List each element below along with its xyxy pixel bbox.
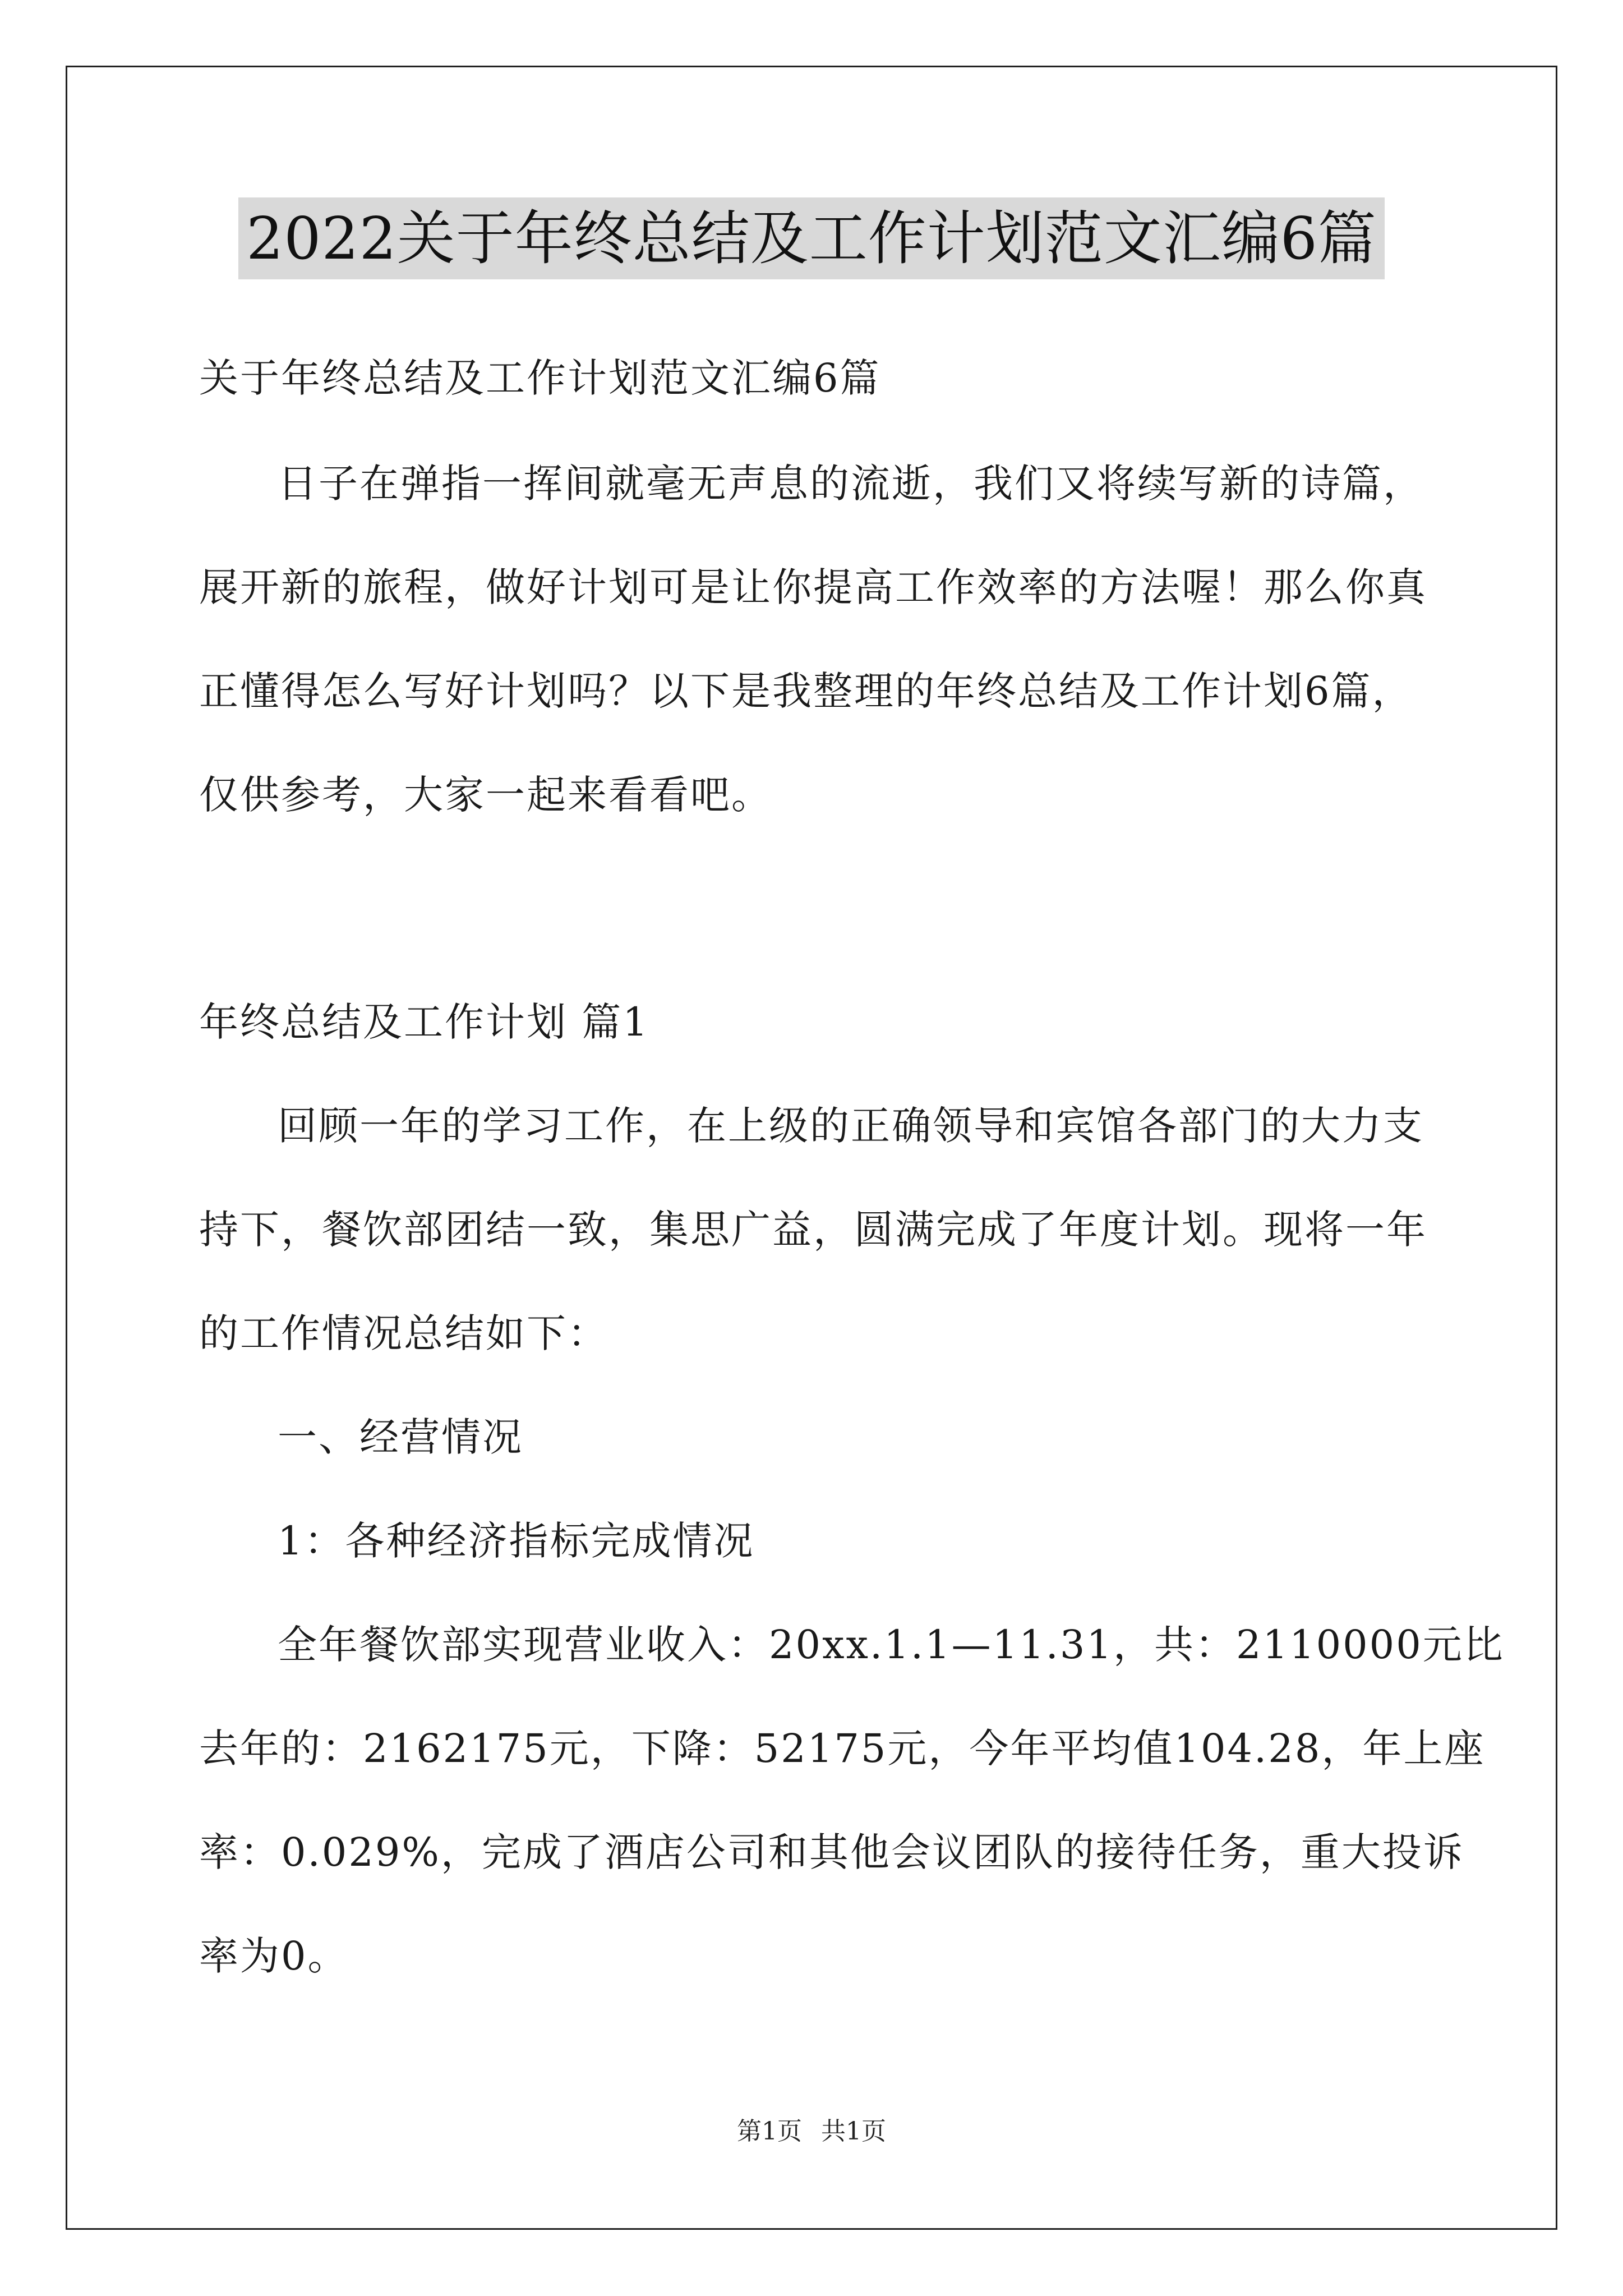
intro-line-3: 正懂得怎么写好计划吗？以下是我整理的年终总结及工作计划6篇，: [199, 668, 1413, 714]
intro-line-2: 展开新的旅程，做好计划可是让你提高工作效率的方法喔！那么你真: [199, 564, 1427, 610]
intro-line-1: 日子在弹指一挥间就毫无声息的流逝，我们又将续写新的诗篇，: [278, 461, 1424, 507]
revenue-line-4: 率为0。: [199, 1933, 349, 1979]
document-title: 2022关于年终总结及工作计划范文汇编6篇: [238, 197, 1385, 279]
revenue-line-1: 全年餐饮部实现营业收入：20xx.1.1—11.31，共：2110000元比: [278, 1622, 1505, 1668]
section-heading: 年终总结及工作计划 篇1: [199, 999, 649, 1045]
page-footer: 第1页 共1页: [737, 2117, 886, 2146]
section-para-line-2: 持下，餐饮部团结一致，集思广益，圆满完成了年度计划。现将一年: [199, 1207, 1427, 1253]
title-container: [0, 197, 1623, 279]
document-subtitle: 关于年终总结及工作计划范文汇编6篇: [199, 355, 881, 401]
section-para-line-3: 的工作情况总结如下：: [199, 1310, 608, 1356]
section-para-line-1: 回顾一年的学习工作，在上级的正确领导和宾馆各部门的大力支: [278, 1103, 1424, 1149]
intro-line-4: 仅供参考，大家一起来看看吧。: [199, 772, 772, 818]
revenue-line-2: 去年的：2162175元，下降：52175元，今年平均值104.28，年上座: [199, 1726, 1486, 1772]
revenue-line-3: 率：0.029%，完成了酒店公司和其他会议团队的接待任务，重大投诉: [199, 1829, 1464, 1875]
heading-indicators: 1：各种经济指标完成情况: [278, 1518, 755, 1564]
heading-operations: 一、经营情况: [278, 1414, 523, 1460]
